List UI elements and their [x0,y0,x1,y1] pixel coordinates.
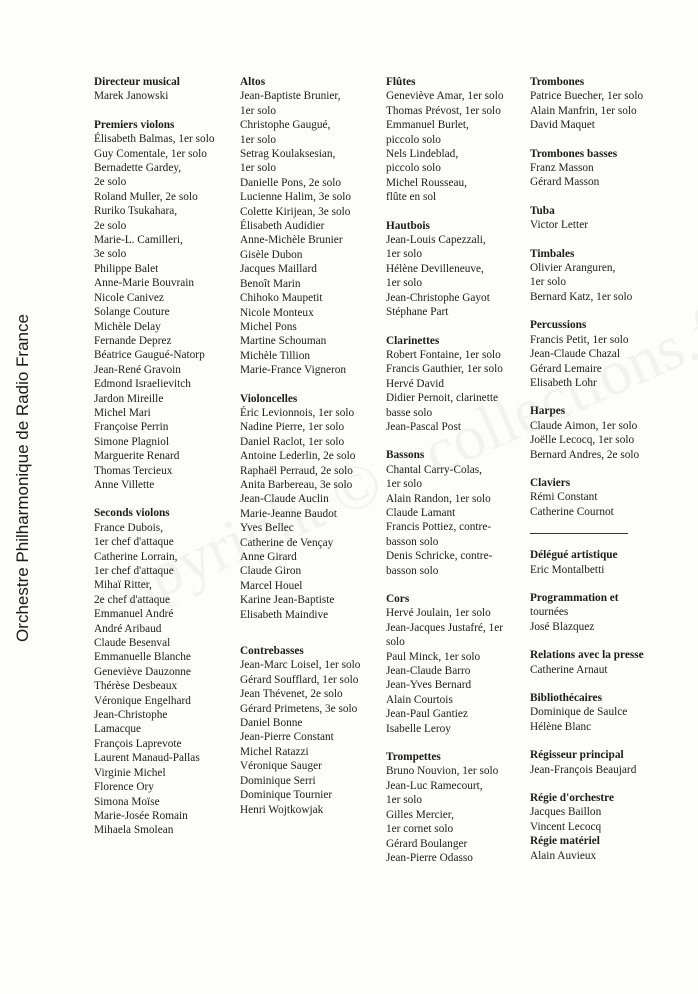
roster-line: Dominique de Saulce [530,706,628,719]
roster-line: Setrag Koulaksesian, [240,148,336,161]
roster-line: Jean-Pascal Post [386,420,461,433]
roster-line: Victor Letter [530,219,588,232]
roster-line: Bernadette Gardey, [94,162,182,175]
roster-line: 1er chef d'attaque [94,565,174,577]
roster-line: Geneviève Dauzonne [94,665,191,678]
roster-line: Michèle Delay [94,320,161,333]
roster-line: Marek Janowski [94,90,169,103]
section [530,548,644,577]
roster-line: piccolo solo [386,133,441,146]
roster-line: Franz Masson [530,162,594,175]
roster-line: 2e solo [94,219,127,232]
roster-line: Jean-Luc Ramecourt, [386,779,483,792]
roster-line: Bernard Katz, 1er solo [530,290,633,303]
roster-line: Virginie Michel [94,766,166,779]
section [240,75,360,378]
roster-line: Alain Auvieux [530,849,597,862]
section-heading: Premiers violons [94,118,175,131]
section-heading: Violoncelles [240,392,298,405]
roster-line: Jean-René Gravoin [94,363,181,376]
roster-line: Paul Minck, 1er solo [386,650,481,663]
roster-line: Benoît Marin [240,277,301,290]
roster-line: Françoise Perrin [94,421,169,434]
section [530,147,644,190]
roster-line: Nadine Pierre, 1er solo [240,421,345,434]
roster-line: Gérard Boulanger [386,837,468,850]
roster-line: Elisabeth Maindive [240,608,329,621]
roster-line: Gisèle Dubon [240,248,303,261]
section [240,392,360,623]
section-heading: Régie d'orchestre [530,792,614,805]
roster-line: 1er chef d'attaque [94,536,174,549]
roster-line: Marie-Josée Romain [94,809,188,822]
roster-line: Gérard Primetens, 3e solo [240,702,358,715]
roster-line: Nicole Monteux [240,306,314,319]
roster-line: Emmanuelle Blanche [94,651,191,664]
roster-line: Jean-Baptiste Brunier, [240,90,341,103]
roster-line: Roland Muller, 2e solo [94,190,198,203]
roster-line: Alain Randon, 1er solo [386,492,491,505]
roster-line: Jean Thévenet, 2e solo [240,688,343,701]
section-heading: Timbales [530,247,575,260]
roster-line: Chihoko Maupetit [240,292,323,305]
roster-line: Guy Comentale, 1er solo [94,147,207,160]
roster-line: Marie-Jeanne Baudot [240,507,337,520]
section-heading: Régie matériel [530,835,600,848]
side-title [10,314,36,642]
section-heading: Contrebasses [240,645,304,658]
column-strings-violins [94,75,214,860]
roster-line: Didier Pernoit, clarinette [386,392,498,405]
roster-line: basson solo [386,564,439,577]
roster-line: 1er solo [386,794,423,807]
roster-line: Rémi Constant [530,491,598,504]
section [530,834,644,863]
roster-line: Béatrice Gaugué-Natorp [94,349,205,362]
roster-line: François Laprevote [94,737,182,750]
roster-line: Nels Lindeblad, [386,148,459,161]
roster-line: Michel Rousseau, [386,176,467,189]
section [530,476,644,519]
roster-line: Véronique Sauger [240,760,322,773]
roster-line: Emmanuel Burlet, [386,119,469,132]
roster-line: Francis Gauthier, 1er solo [386,363,503,376]
section [530,648,644,677]
roster-line: Anne Villette [94,478,155,491]
roster-line: 2e chef d'attaque [94,593,171,606]
section [94,75,214,104]
roster-line: Marcel Houel [240,579,303,592]
roster-line: Yves Bellec [240,522,294,535]
roster-line: Jean-Claude Chazal [530,348,621,361]
roster-line: Chantal Carry-Colas, [386,463,483,476]
section [386,448,504,578]
column-winds-brass [386,75,504,879]
roster-line: Robert Fontaine, 1er solo [386,348,501,361]
roster-line: Gérard Soufflard, 1er solo [240,673,359,686]
roster-line: 1er solo [240,133,277,146]
section [530,591,644,634]
section [386,592,504,736]
roster-line: Ruriko Tsukahara, [94,205,178,218]
section [94,506,214,837]
roster-line: Eric Montalbetti [530,563,605,576]
roster-line: Marie-L. Camilleri, [94,234,183,247]
roster-line: Hélène Blanc [530,720,592,733]
roster-line: Philippe Balet [94,262,159,275]
roster-line: piccolo solo [386,162,441,175]
section-heading: Percussions [530,319,587,332]
section-heading: Altos [240,76,266,88]
section [94,118,214,493]
roster-line: Michel Mari [94,406,151,419]
roster-line: Catherine Arnaut [530,663,608,676]
section-heading: Trombones [530,76,585,88]
roster-line: Anita Barbereau, 3e solo [240,478,353,491]
roster-line: Jean-Jacques Justafré, 1er [386,621,503,634]
column-strings-lower [240,75,360,839]
roster-line: Lamacque [94,723,142,736]
roster-line: Gérard Masson [530,176,600,189]
roster-line: Marguerite Renard [94,450,180,463]
roster-line: Élisabeth Audidier [240,220,325,233]
roster-line: Solange Couture [94,306,170,319]
roster-line: Antoine Lederlin, 2e solo [240,450,356,463]
roster-line: Florence Ory [94,781,154,794]
roster-line: 1er solo [386,478,423,491]
roster-line: Elisabeth Lohr [530,376,597,389]
roster-line: Daniel Raclot, 1er solo [240,435,345,448]
roster-line: Lucienne Halim, 3e solo [240,191,352,204]
roster-line: Jean-Yves Bernard [386,679,472,692]
roster-line: Hélène Devilleneuve, [386,262,484,275]
roster-line: 2e solo [94,176,127,189]
section [530,691,644,734]
roster-line: Anne-Michèle Brunier [240,234,343,247]
roster-line: Jean-Paul Gantiez [386,708,468,721]
roster-line: solo [386,636,405,649]
section [530,748,644,777]
section [530,404,644,462]
roster-line: Thérèse Desbeaux [94,680,178,693]
roster-line: Christophe Gaugué, [240,119,331,132]
roster-line: Jean-Pierre Constant [240,731,334,744]
section [530,75,644,133]
roster-line: Mihaela Smolean [94,824,174,837]
section-heading: Tuba [530,204,555,217]
roster-line: Claude Besenval [94,637,171,650]
roster-line: Geneviève Amar, 1er solo [386,90,504,103]
section-heading: Relations avec la presse [530,649,644,662]
roster-line: Francis Petit, 1er solo [530,333,629,346]
roster-line: Jean-François Beaujard [530,763,637,776]
roster-line: Edmond Israelievitch [94,378,191,391]
roster-line: Raphaël Perraud, 2e solo [240,464,353,477]
roster-line: Denis Schricke, contre- [386,550,493,563]
section [530,791,644,834]
section [530,204,644,233]
section-heading: Seconds violons [94,507,170,520]
section-heading: Harpes [530,405,566,418]
roster-line: Mihaï Ritter, [94,579,152,592]
section [386,219,504,320]
section-heading: Bassons [386,449,425,462]
roster-line: André Aribaud [94,622,162,635]
roster-line: Dominique Serri [240,774,316,787]
roster-line: Fernande Deprez [94,334,172,347]
roster-line: 1er solo [240,162,277,175]
roster-line: Éric Levionnois, 1er solo [240,406,355,419]
column-brass-percussion-staff [530,75,644,863]
roster-line: Jacques Maillard [240,263,317,276]
roster-line: Jacques Baillon [530,806,602,819]
roster-line: Anne-Marie Bouvrain [94,277,195,290]
roster-line: Stéphane Part [386,306,449,319]
roster-line: Bruno Nouvion, 1er solo [386,765,499,778]
roster-line: Catherine de Vençay [240,536,334,549]
roster-line: Patrice Buecher, 1er solo [530,90,644,103]
roster-line: David Maquet [530,119,595,132]
roster-line: Jardon Mireille [94,392,164,405]
roster-line: 1er solo [386,248,423,261]
roster-line: Olivier Aranguren, [530,262,616,275]
roster-line: flûte en sol [386,191,437,204]
roster-line: Henri Wojtkowjak [240,803,324,816]
roster-line: basson solo [386,535,439,548]
roster-line: 1er solo [530,276,567,289]
roster-line: Gilles Mercier, [386,808,454,821]
section [530,247,644,305]
roster-line: Bernard Andres, 2e solo [530,448,640,461]
roster-line: Michèle Tillion [240,349,310,362]
roster-line: Marie-France Vigneron [240,364,347,377]
roster-line: Hervé David [386,377,445,390]
section-heading: Trombones basses [530,147,618,160]
section-heading: Directeur musical [94,76,180,88]
section-heading: Clarinettes [386,334,440,347]
roster-line: France Dubois, [94,521,164,534]
roster-line: basse solo [386,406,433,419]
roster-line: Véronique Engelhard [94,694,191,707]
section-heading: Claviers [530,476,571,489]
roster-line: Jean-Claude Auclin [240,493,329,506]
roster-line: Jean-Pierre Odasso [386,851,473,864]
roster-line: Nicole Canivez [94,291,164,304]
roster-line: Daniel Bonne [240,717,303,730]
roster-line: Jean-Christophe [94,709,168,722]
roster-line: Catherine Cournot [530,505,614,518]
divider-rule [530,533,628,534]
roster-line: Simona Moïse [94,795,160,808]
roster-line: Michel Ratazzi [240,745,309,758]
roster-line: Isabelle Leroy [386,722,451,735]
section-heading: Régisseur principal [530,749,624,762]
roster-line: Hervé Joulain, 1er solo [386,607,491,620]
roster-line: Michel Pons [240,320,297,333]
roster-line: Anne Girard [240,551,297,563]
section [386,334,504,435]
roster-line: Danielle Pons, 2e solo [240,176,342,189]
roster-line: Dominique Tournier [240,789,333,802]
section-heading: Hautbois [386,219,430,232]
roster-line: José Blazquez [530,620,595,633]
roster-line: Joëlle Lecocq, 1er solo [530,434,635,447]
roster-line: 3e solo [94,248,127,261]
roster-line: Catherine Lorrain, [94,550,178,563]
roster-line: 1er solo [386,277,423,290]
section [386,75,504,205]
section-heading: Trompettes [386,751,441,764]
side-title-text: Orchestre Philharmonique de Radio France [13,314,32,642]
roster-line: Élisabeth Balmas, 1er solo [94,133,215,146]
roster-line: Jean-Christophe Gayot [386,291,490,304]
section-heading: Cors [386,593,410,605]
roster-line: Jean-Marc Loisel, 1er solo [240,659,361,672]
roster-line: Alain Courtois [386,693,453,706]
roster-line: 1er cornet solo [386,823,454,836]
roster-line: Jean-Claude Barro [386,665,471,678]
roster-line: Claude Giron [240,565,302,578]
roster-line: Colette Kirijean, 3e solo [240,205,351,218]
roster-line: Thomas Prévost, 1er solo [386,104,501,117]
roster-line: Gérard Lemaire [530,362,602,375]
roster-line: Jean-Louis Capezzali, [386,234,486,247]
section-heading: Bibliothécaires [530,692,602,704]
roster-line: Martine Schouman [240,335,327,348]
section-heading: Flûtes [386,76,416,88]
roster-line: Laurent Manaud-Pallas [94,752,200,765]
roster-line: Simone Plagniol [94,435,170,448]
section [240,644,360,817]
roster-line: Vincent Lecocq [530,820,602,833]
section [386,750,504,865]
roster-line: Francis Pottiez, contre- [386,521,492,534]
roster-line: Alain Manfrin, 1er solo [530,104,637,117]
section-heading: Délégué artistique [530,549,618,562]
roster-line: tournées [530,606,569,619]
roster-line: Claude Lamant [386,506,456,519]
roster-line: 1er solo [240,104,277,117]
roster-line: Claude Aimon, 1er solo [530,419,638,432]
roster-line: Karine Jean-Baptiste [240,594,335,607]
roster-line: Emmanuel André [94,608,174,621]
section-heading: Programmation et [530,591,619,604]
section [530,318,644,390]
roster-line: Thomas Tercieux [94,464,173,477]
